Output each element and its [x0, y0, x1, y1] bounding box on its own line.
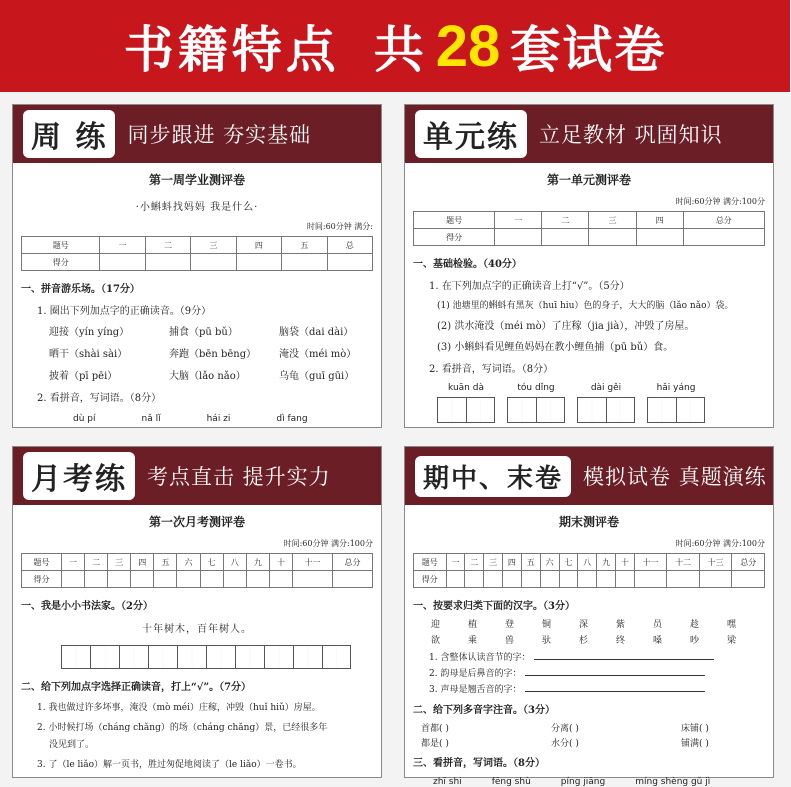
score-cell: 十三: [699, 554, 732, 571]
score-cell: 四: [236, 237, 281, 254]
score-cell: 五: [282, 237, 327, 254]
sub-question: (1) 池塘里的蝌蚪有黑灰（huī hiu）色的身子，大大的脑（lǎo nǎo）袋。: [437, 301, 734, 311]
question: 2. 看拼音，写词语。（8分）: [37, 393, 162, 404]
sub-question: (2) 洪水淹没（méi mò）了庄稼（jia jià），冲毁了房屋。: [437, 321, 695, 332]
copy-text: 十年树木，百年树人。: [142, 624, 252, 635]
card-slogan: 模拟试卷 真题演练: [583, 465, 767, 489]
pinyin: zhī shi: [433, 777, 462, 787]
pinyin: hǎi yáng: [656, 383, 696, 393]
char: 梁: [727, 636, 737, 646]
reading-item: 乌龟（guī gūi）: [279, 371, 355, 382]
fill-label: 1. 含整体认读音节的字：: [429, 653, 531, 663]
score-cell: 七: [559, 554, 578, 571]
paper-title: 第一周学业测评卷: [148, 173, 245, 187]
card-header: [405, 105, 773, 163]
card-header: [13, 105, 381, 163]
score-cell: 二: [85, 554, 108, 571]
score-cell: 总分: [332, 554, 372, 571]
monthly-card: [12, 446, 382, 778]
char: 紫: [616, 620, 626, 630]
score-cell: 三: [589, 212, 636, 229]
char: 嘿: [727, 620, 737, 630]
card-slogan: 同步跟进 夯实基础: [127, 123, 312, 147]
fill-line: [429, 666, 765, 679]
score-cell: 五: [521, 554, 540, 571]
paper-time: 时间:60分钟 满分:100分: [675, 539, 765, 548]
char: 员: [653, 620, 663, 630]
pinyin: dù pí: [73, 414, 96, 424]
score-cell: 六: [540, 554, 559, 571]
score-cell: 题号: [22, 237, 100, 254]
pinyin: tóu dǐng: [517, 383, 555, 393]
pinyin: hái zi: [206, 414, 231, 424]
score-table: [413, 553, 765, 588]
section-heading: 一、拼音游乐场。（17分）: [21, 284, 140, 295]
score-cell: 十一: [634, 554, 667, 571]
sub-question: 3. 了（le liǎo）解一页书，胜过匆促地阅读了（le liǎo）一卷书。: [37, 760, 302, 770]
score-cell: 八: [578, 554, 597, 571]
score-cell: 四: [636, 212, 683, 229]
reading-item: 晒干（shài sài）: [49, 349, 128, 360]
sub-question-continued: 没见到了。: [49, 740, 95, 750]
score-cell: 二: [145, 237, 190, 254]
paper-title: 第一次月考测评卷: [148, 515, 245, 529]
pinyin-write-blocks: [437, 383, 765, 423]
fill-label: 3. 声母是翘舌音的字：: [429, 685, 522, 695]
reading-item: 披着（pī pēi）: [49, 371, 118, 382]
polyphone: 分离( ): [551, 724, 579, 734]
sub-question: (3) 小蝌蚪看见鲤鱼妈妈在教小鲤鱼捕（pū bǔ）食。: [437, 342, 674, 353]
polyphone: 床铺( ): [681, 724, 709, 734]
char: 迎: [431, 620, 441, 630]
unit-card: [404, 104, 774, 428]
pinyin: dì fang: [276, 414, 308, 424]
reading-items: [49, 323, 373, 382]
polyphone: 首都( ): [421, 724, 449, 734]
score-cell: 得分: [22, 571, 62, 588]
sub-question: 1. 我也做过许多坏事，淹没（mò méi）庄稼，冲毁（huǐ hiǔ）房屋。: [37, 703, 321, 713]
score-cell: 十: [615, 554, 634, 571]
score-cell: 二: [542, 212, 589, 229]
score-cell: 一: [495, 212, 542, 229]
char: 终: [616, 636, 626, 646]
score-table: [21, 236, 373, 271]
char: 欲: [431, 636, 441, 646]
score-cell: 一: [446, 554, 465, 571]
card-tag: 期中、末卷: [415, 456, 571, 497]
paper-subtitle: ·小蝌蚪找妈妈 我是什么·: [135, 202, 259, 213]
pinyin: kuān dà: [448, 383, 484, 393]
card-tag: 月考练: [23, 452, 135, 500]
score-cell: 总分: [683, 212, 764, 229]
card-slogan: 考点直击 提升实力: [147, 465, 331, 489]
reading-item: 大脑（lǎo nǎo）: [169, 371, 246, 382]
score-cell: 得分: [414, 229, 495, 246]
question: 2. 看拼音，写词语。（8分）: [429, 364, 554, 375]
pinyin: fēng shù: [491, 777, 531, 787]
reading-item: 迎接（yín yíng）: [49, 327, 130, 338]
top-banner: [0, 0, 790, 92]
card-header: [13, 447, 381, 505]
fill-line: [429, 682, 765, 695]
paper-time: 时间:60分钟 满分:: [306, 222, 373, 231]
char: 植: [468, 620, 478, 630]
char: 驮: [542, 636, 552, 646]
reading-item: 捕食（pū bǔ）: [169, 327, 238, 338]
pinyin: nǎ lǐ: [141, 414, 161, 424]
score-cell: 八: [223, 554, 246, 571]
score-cell: 得分: [22, 254, 100, 271]
card-header: [405, 447, 773, 505]
char: 铜: [542, 620, 552, 630]
char: 杉: [579, 636, 589, 646]
score-cell: 一: [100, 237, 145, 254]
score-cell: 九: [246, 554, 269, 571]
score-cell: 四: [503, 554, 522, 571]
reading-item: 脑袋（dai dài）: [279, 327, 354, 338]
score-cell: 得分: [414, 571, 447, 588]
score-cell: 总分: [732, 554, 765, 571]
pinyin-block: [507, 383, 565, 423]
pinyin: píng jiāng: [560, 777, 606, 787]
question: 1. 圈出下列加点字的正确读音。（9分）: [37, 306, 212, 317]
score-cell: 十一: [293, 554, 333, 571]
char: 登: [505, 620, 515, 630]
score-cell: 十: [269, 554, 292, 571]
char: 趁: [690, 620, 700, 630]
section-heading: 一、基础检验。（40分）: [413, 259, 522, 270]
score-cell: 题号: [22, 554, 62, 571]
sub-question: 2. 小时候打场（cháng chǎng）的场（cháng chǎng）景，已经很多年: [37, 723, 328, 733]
pinyin-block: [647, 383, 705, 423]
fill-label: 2. 韵母是后鼻音的字：: [429, 669, 522, 679]
char-grid: [431, 617, 765, 646]
paper-time: 时间:60分钟 满分:100分: [283, 539, 373, 548]
score-cell: 十二: [667, 554, 700, 571]
pinyin-row: [433, 777, 765, 787]
card-tag: 单元练: [415, 110, 527, 158]
exam-paper-preview: [405, 171, 773, 423]
pinyin-row: [73, 414, 373, 424]
score-cell: 三: [484, 554, 503, 571]
pinyin: míng shèng gǔ jì: [635, 777, 711, 787]
pinyin-block: [577, 383, 635, 423]
exam-paper-preview: [13, 171, 381, 424]
score-cell: 二: [465, 554, 484, 571]
final-card: [404, 446, 774, 787]
banner-sets-label: 套试卷: [510, 21, 667, 79]
paper-title: 第一单元测评卷: [546, 173, 631, 187]
polyphone: 水分( ): [551, 739, 579, 749]
char: 嗓: [653, 636, 663, 646]
polyphone-grid: [421, 721, 765, 749]
score-cell: 九: [597, 554, 616, 571]
score-cell: 一: [61, 554, 84, 571]
char: 深: [579, 620, 589, 630]
banner-title: 书籍特点: [123, 21, 340, 79]
banner-total-label: 共: [373, 21, 426, 79]
score-table: [413, 211, 765, 246]
section-heading: 一、按要求归类下面的汉字。（3分）: [413, 601, 575, 612]
score-table: [21, 553, 373, 588]
score-cell: 四: [131, 554, 154, 571]
polyphone: 都是( ): [421, 739, 449, 749]
char: 吵: [690, 636, 700, 646]
section-heading: 三、看拼音，写词语。（8分）: [413, 758, 545, 769]
score-cell: 三: [191, 237, 236, 254]
section-heading: 二、给下列多音字注音。（3分）: [413, 705, 555, 716]
score-cell: 五: [154, 554, 177, 571]
weekly-card: [12, 104, 382, 428]
score-cell: 七: [200, 554, 223, 571]
char: 乘: [468, 636, 478, 646]
exam-paper-preview: [405, 513, 773, 787]
card-slogan: 立足教材 巩固知识: [539, 123, 723, 147]
section-heading: 二、给下列加点字选择正确读音，打上“√”。（7分）: [21, 682, 252, 693]
score-cell: 题号: [414, 212, 495, 229]
paper-time: 时间:60分钟 满分:100分: [675, 197, 765, 206]
writing-grid: [61, 645, 373, 669]
score-cell: 题号: [414, 554, 447, 571]
reading-item: 淹没（méi mò）: [279, 349, 357, 360]
polyphone: 铺满( ): [681, 739, 709, 749]
score-cell: 六: [177, 554, 200, 571]
section-heading: 一、我是小小书法家。（2分）: [21, 601, 153, 612]
pinyin: dài gěi: [590, 383, 622, 393]
reading-item: 奔跑（bēn bēng）: [169, 349, 257, 360]
fill-line: [429, 650, 765, 663]
exam-paper-preview: [13, 513, 381, 770]
char: 兽: [505, 636, 515, 646]
pinyin-block: [437, 383, 495, 423]
score-cell: 总: [327, 237, 372, 254]
paper-title: 期末测评卷: [558, 515, 619, 529]
banner-count: 28: [435, 13, 501, 79]
score-cell: 三: [108, 554, 131, 571]
card-tag: 周 练: [23, 110, 115, 158]
question: 1. 在下列加点字的正确读音上打“√”。（5分）: [429, 281, 630, 292]
